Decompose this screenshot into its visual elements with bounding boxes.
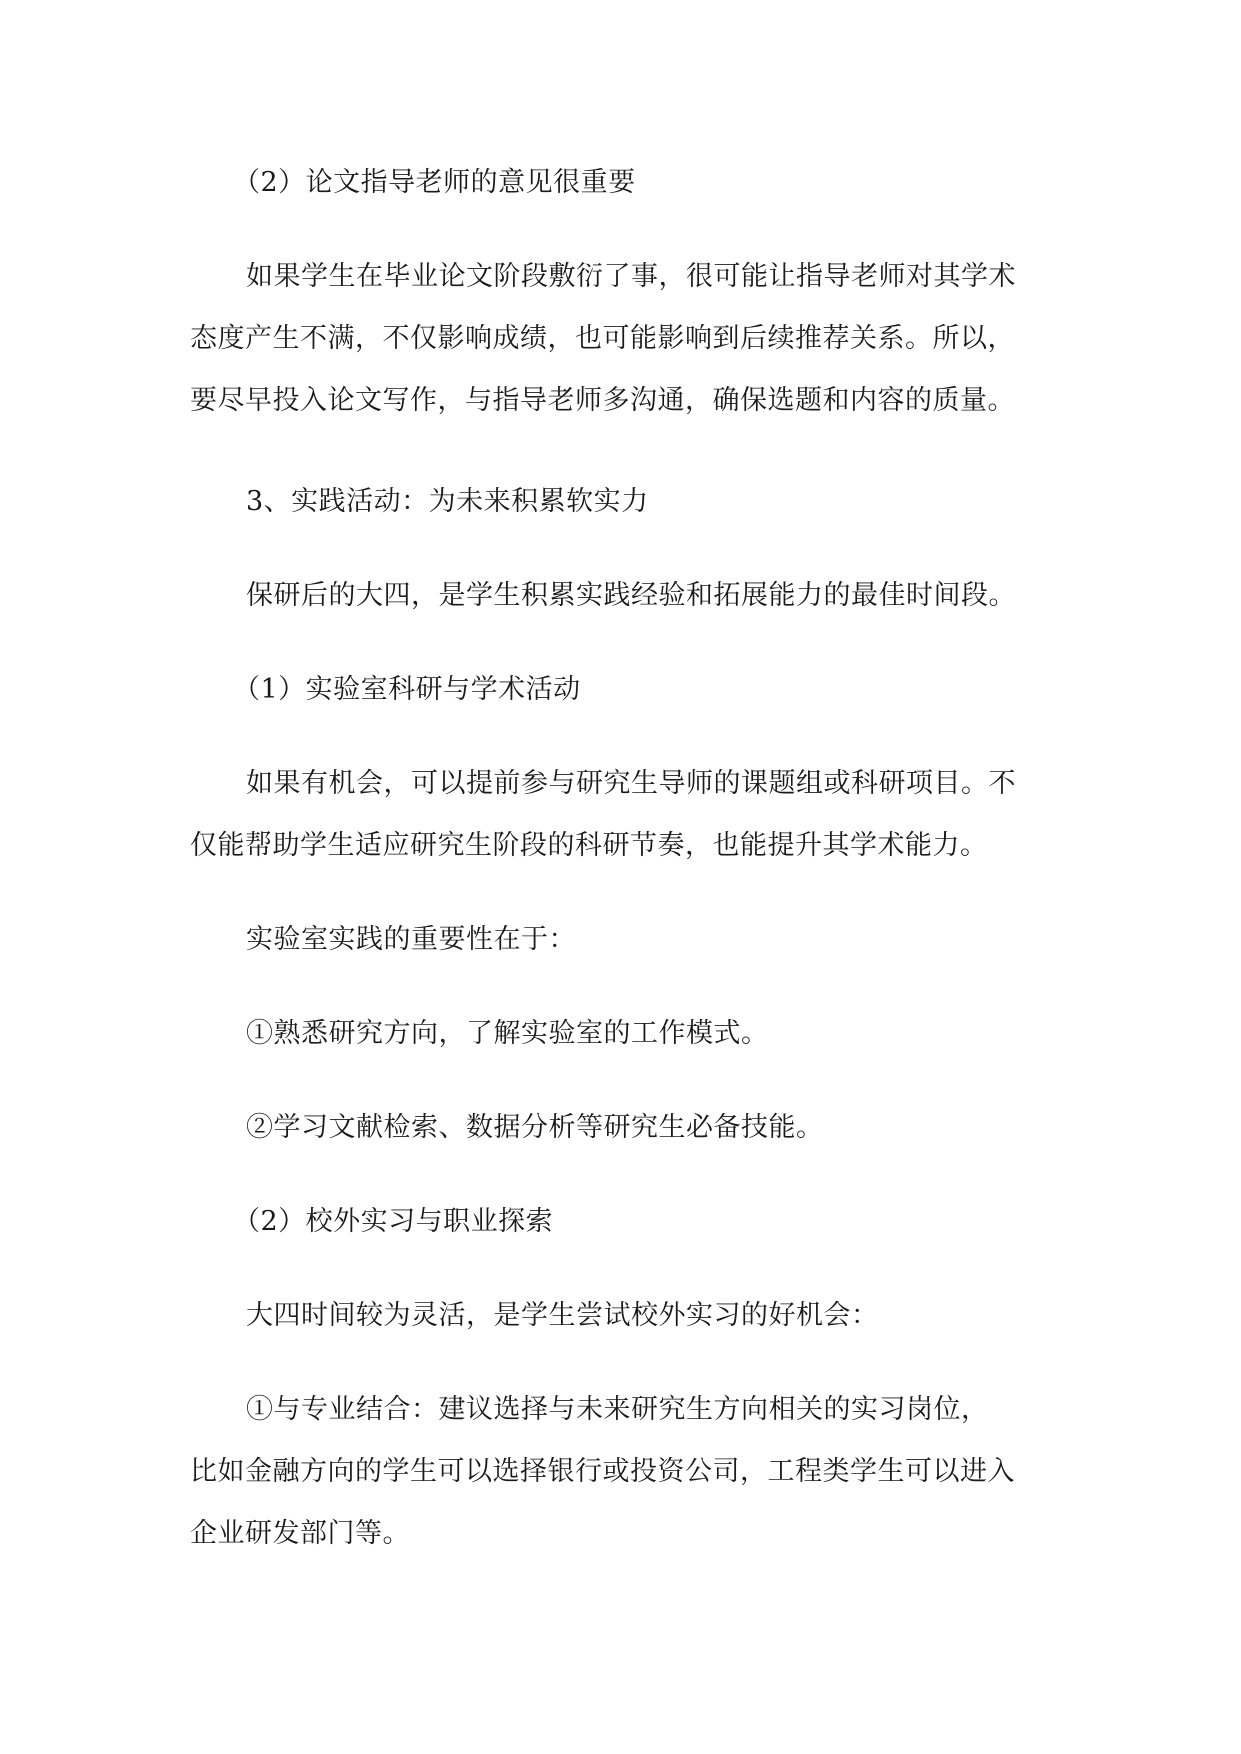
paragraph-line: 要尽早投入论文写作，与指导老师多沟通，确保选题和内容的质量。 — [190, 385, 1015, 416]
paragraph-line: 保研后的大四，是学生积累实践经验和拓展能力的最佳时间段。 — [246, 580, 1016, 611]
paragraph-line: 态度产生不满，不仅影响成绩，也可能影响到后续推荐关系。所以， — [190, 323, 1015, 354]
list-item: ②学习文献检索、数据分析等研究生必备技能。 — [246, 1112, 824, 1143]
paragraph-line: 仅能帮助学生适应研究生阶段的科研节奏，也能提升其学术能力。 — [190, 830, 988, 861]
list-item-continuation: 比如金融方向的学生可以选择银行或投资公司，工程类学生可以进入 — [190, 1456, 1015, 1487]
paragraph-line: 实验室实践的重要性在于： — [246, 924, 576, 955]
paragraph-line: 如果学生在毕业论文阶段敷衍了事，很可能让指导老师对其学术 — [246, 261, 1016, 292]
list-item: ①与专业结合：建议选择与未来研究生方向相关的实习岗位， — [246, 1394, 989, 1425]
list-item-continuation: 企业研发部门等。 — [190, 1518, 410, 1549]
paragraph-line: 如果有机会，可以提前参与研究生导师的课题组或科研项目。不 — [246, 768, 1016, 799]
subheading-lab-research: （1）实验室科研与学术活动 — [233, 674, 581, 705]
paragraph-line: 大四时间较为灵活，是学生尝试校外实习的好机会： — [246, 1300, 879, 1331]
section-heading-practice: 3、实践活动：为未来积累软实力 — [246, 486, 649, 517]
list-item: ①熟悉研究方向，了解实验室的工作模式。 — [246, 1018, 769, 1049]
heading-thesis-advisor: （2）论文指导老师的意见很重要 — [233, 167, 636, 198]
subheading-internship: （2）校外实习与职业探索 — [233, 1206, 554, 1237]
